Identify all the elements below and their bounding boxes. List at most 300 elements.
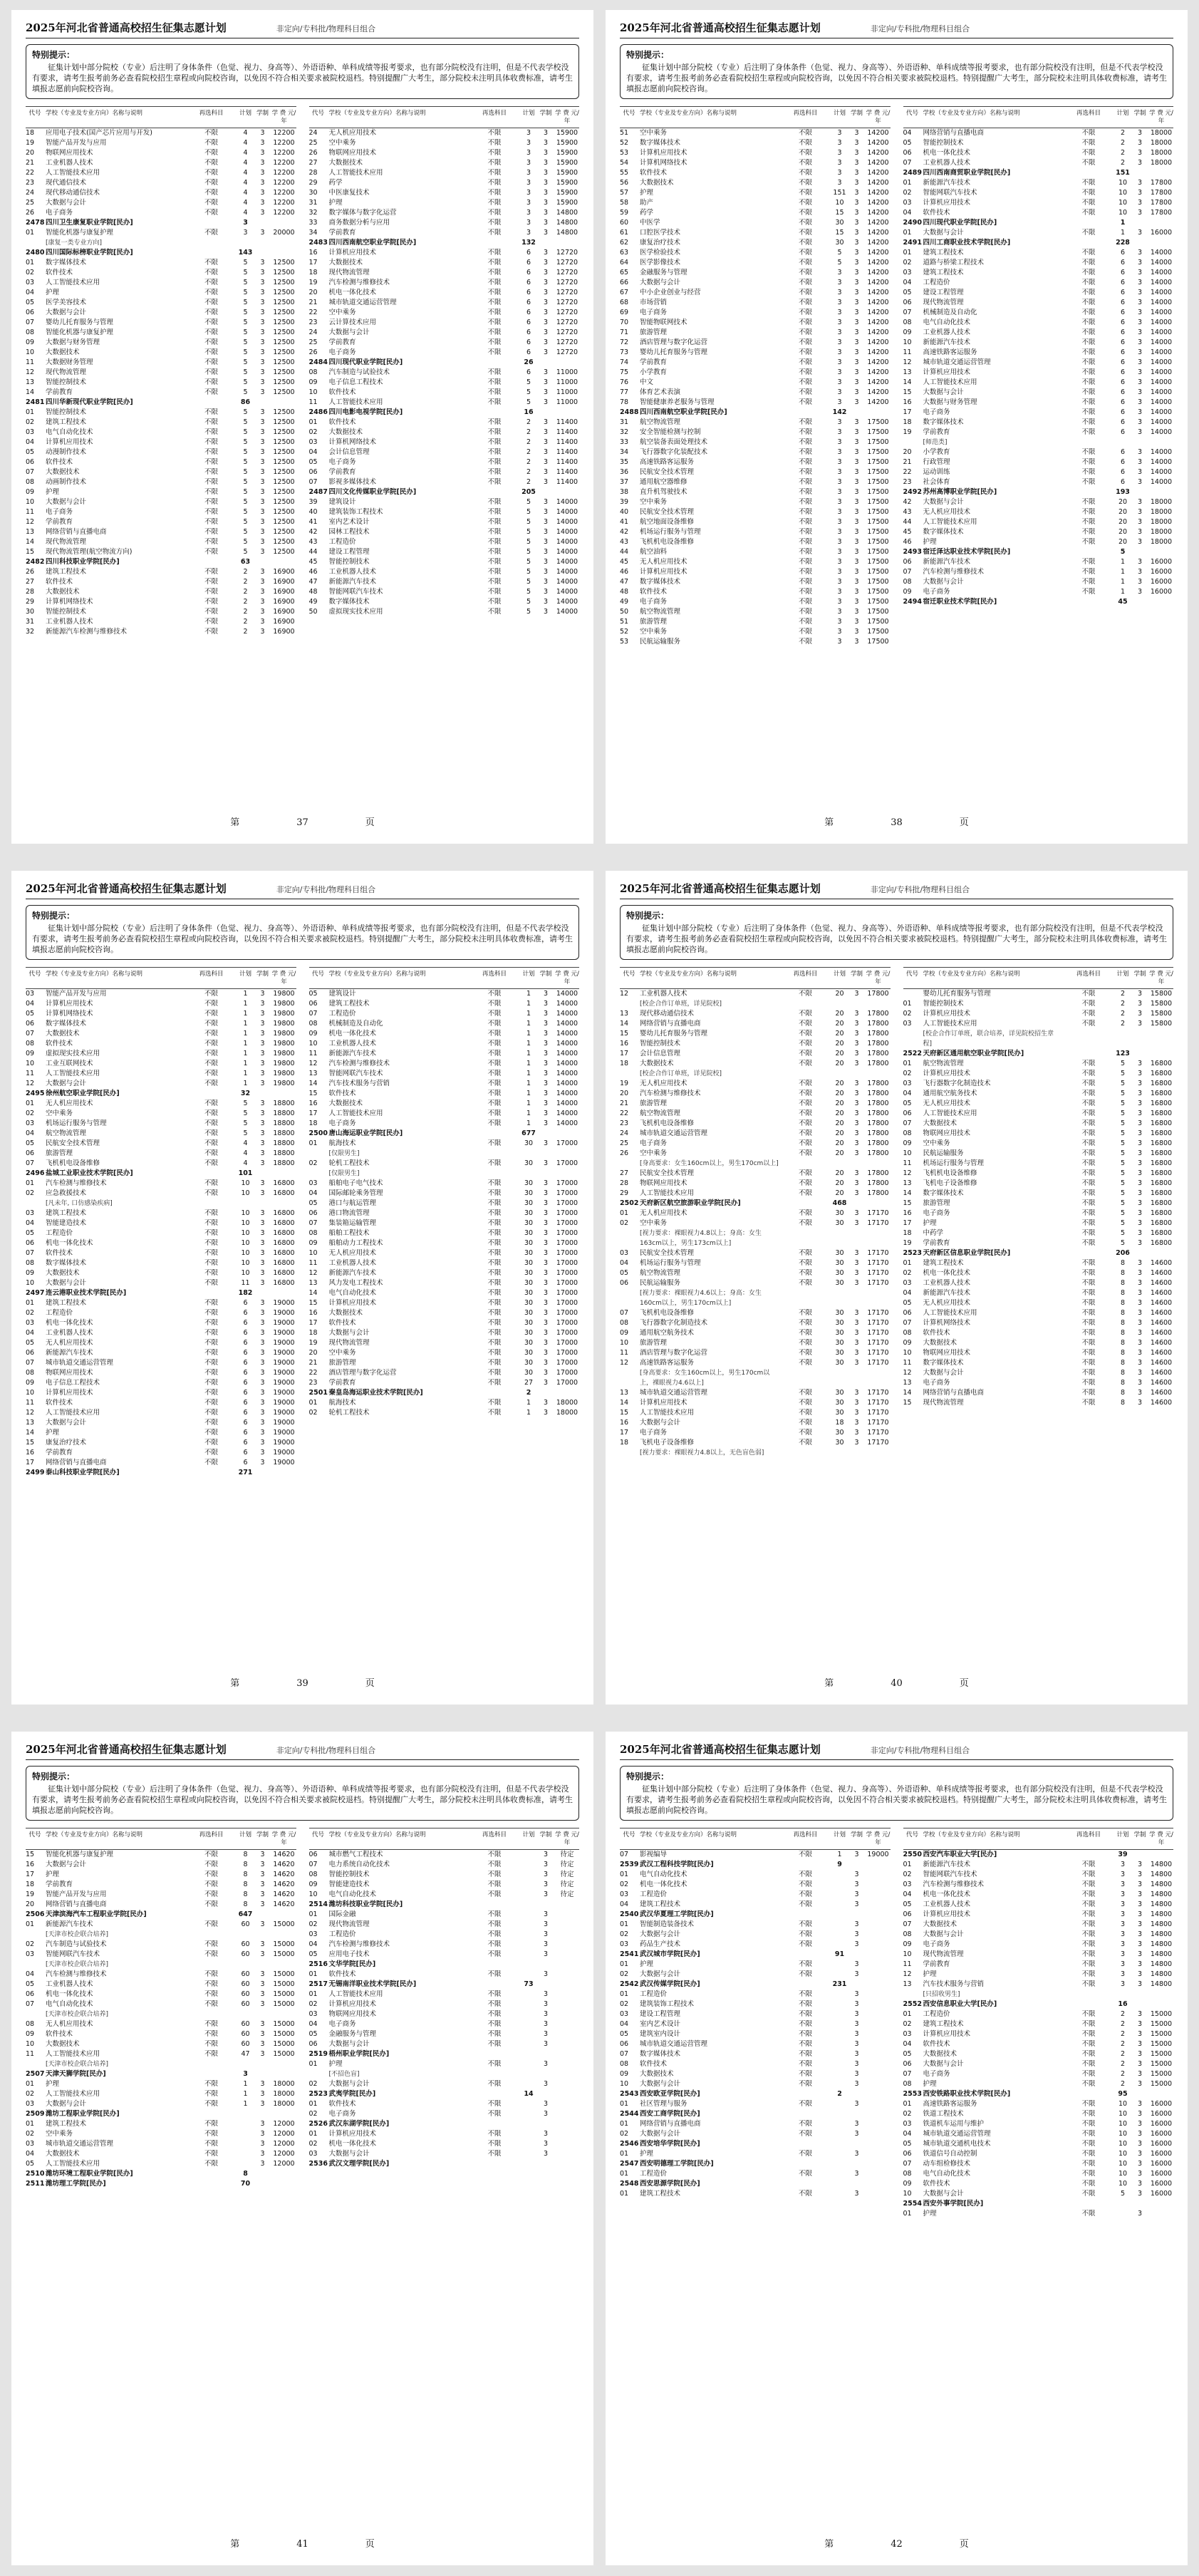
fee-cell: 19800 (273, 1070, 295, 1077)
code-cell: 24 (308, 129, 318, 137)
code-cell: 47 (308, 578, 318, 586)
subject-cell: 不限 (487, 448, 502, 456)
major-row (309, 398, 580, 408)
name-cell: 物联网应用技术 (923, 1129, 971, 1137)
major-row (26, 1248, 296, 1258)
years-cell: 3 (260, 129, 265, 137)
fee-cell: 14200 (867, 398, 889, 406)
plan-cell: 4 (243, 179, 248, 187)
name-cell: 大数据技术 (640, 1060, 674, 1067)
major-row (309, 1288, 580, 1298)
major-row (620, 497, 891, 507)
header-cell: 学校（专业及专业方向）名称与说明 (923, 1831, 1020, 1838)
major-row (26, 1458, 296, 1468)
code-cell: 03 (620, 2010, 629, 2018)
name-cell: 机场运行服务与管理 (923, 1159, 985, 1167)
code-cell: 44 (620, 548, 629, 556)
major-row (903, 2179, 1174, 2189)
years-cell: 3 (260, 2080, 265, 2088)
plan-cell: 5 (526, 558, 531, 566)
code-cell: 34 (620, 448, 629, 456)
plan-cell: 47 (241, 2050, 250, 2058)
years-cell: 3 (854, 159, 859, 167)
code-cell: 19 (26, 139, 35, 147)
school-row (309, 238, 580, 248)
major-row (26, 1099, 296, 1109)
plan-cell: 3 (837, 309, 842, 316)
name-cell: 电子商务 (328, 1119, 356, 1127)
name-cell: 空中乘务 (640, 498, 668, 506)
years-cell: 3 (543, 219, 549, 227)
name-cell: 人工智能技术应用 (923, 1020, 977, 1028)
years-cell: 3 (543, 1100, 549, 1107)
code-cell: 17 (26, 1871, 35, 1878)
subject-cell: 不限 (798, 558, 812, 566)
years-cell: 3 (543, 309, 549, 316)
fee-cell: 15000 (273, 1950, 295, 1958)
major-row (26, 1049, 296, 1059)
subject-cell: 不限 (487, 289, 502, 296)
major-row (26, 188, 296, 198)
subject-cell: 不限 (1081, 189, 1096, 197)
major-row (903, 1109, 1174, 1119)
fee-cell: 14000 (1150, 358, 1173, 366)
plan-cell: 5 (1120, 1139, 1126, 1147)
plan-cell: 6 (526, 299, 531, 306)
subject-cell: 不限 (204, 1219, 218, 1227)
fee-cell: 17500 (867, 628, 889, 636)
note-row (26, 2009, 296, 2019)
major-row (26, 2149, 296, 2159)
notice-box (620, 44, 1173, 99)
years-cell: 3 (1137, 1169, 1143, 1177)
fee-cell: 17000 (556, 1369, 578, 1377)
major-row (903, 1930, 1174, 1940)
years-cell: 3 (260, 1010, 265, 1018)
subject-cell: 不限 (204, 508, 218, 516)
code-cell: 19 (308, 1339, 318, 1347)
major-row (620, 1129, 891, 1139)
subject-cell: 不限 (487, 588, 502, 596)
notice-text: 征集计划中部分院校（专业）后注明了身体条件（色觉、视力、身高等）、外语语种、单科成绩等报考要求，也有部分院校没有注明，但是不代表学校没有要求，请考生报考前务必查看院校招生章程或向院校咨询，以免因不符合相关要求被院校退档。特别提醒广大考生，部分院校未注明具体收费标准，请考生填报志愿前向院校咨询。 (626, 924, 1167, 954)
years-cell: 3 (260, 2130, 265, 2138)
fee-cell: 待定 (560, 1861, 574, 1868)
years-cell: 3 (260, 498, 265, 506)
name-cell: 空中乘务 (640, 1149, 668, 1157)
years-cell: 3 (1137, 2140, 1143, 2148)
years-cell: 3 (543, 1119, 549, 1127)
fee-cell: 14000 (1150, 269, 1173, 276)
major-row (620, 1940, 891, 1950)
name-cell: 现代物流管理 (46, 368, 87, 376)
major-row (620, 278, 891, 288)
fee-cell: 18000 (1150, 149, 1173, 157)
major-row (309, 1880, 580, 1890)
fee-cell: 16800 (1150, 1119, 1173, 1127)
page-number: 38 (891, 817, 903, 828)
code-cell: 10 (903, 338, 912, 346)
years-cell: 3 (854, 1269, 859, 1277)
subject-cell: 不限 (1081, 1269, 1096, 1277)
years-cell: 3 (260, 279, 265, 286)
major-row (620, 2029, 891, 2039)
fee-cell: 17500 (867, 488, 889, 496)
fee-cell: 12200 (273, 179, 295, 187)
plan-cell: 2 (526, 478, 531, 486)
code-cell: 24 (308, 329, 318, 336)
subject-cell: 不限 (204, 299, 218, 306)
name-cell: 影视多媒体技术 (328, 478, 377, 486)
name-cell: 助产 (640, 199, 654, 207)
plan-cell: 1 (243, 2090, 248, 2098)
header-cell: 代号 (28, 1831, 41, 1838)
code-cell: 02 (620, 2130, 629, 2138)
plan-cell: 1 (837, 1851, 842, 1858)
code-cell: 23 (308, 1379, 318, 1387)
fee-cell: 17500 (867, 638, 889, 646)
years-cell: 3 (1137, 1369, 1143, 1377)
subject-cell: 不限 (1081, 458, 1096, 466)
school-row (309, 2119, 580, 2129)
subject-cell: 不限 (204, 990, 218, 998)
major-row (309, 228, 580, 238)
plan-cell: 30 (835, 1439, 844, 1447)
subject-cell: 不限 (204, 1129, 218, 1137)
fee-cell: 17170 (867, 1209, 889, 1217)
major-row (903, 2049, 1174, 2059)
plan-cell: 6 (1120, 358, 1126, 366)
name-cell: 建筑工程技术 (46, 1209, 87, 1217)
fee-cell: 16000 (1150, 2110, 1173, 2118)
note-row (309, 1169, 580, 1179)
plan-cell: 10 (241, 1249, 250, 1257)
years-cell: 3 (543, 1269, 549, 1277)
plan-cell: 4 (243, 169, 248, 177)
document-page (11, 10, 593, 844)
fee-cell: 15900 (556, 129, 578, 137)
page-header (620, 1742, 1173, 1760)
years-cell: 3 (1137, 1379, 1143, 1387)
code-cell: 09 (903, 1139, 912, 1147)
fee-cell: 17000 (556, 1309, 578, 1317)
header-cell: 学 费 元/年 (1149, 110, 1173, 125)
header-cell: 学 费 元/年 (271, 1831, 296, 1846)
major-row (903, 1059, 1174, 1069)
subject-cell: 不限 (1081, 289, 1096, 296)
name-cell: 口腔医学技术 (640, 229, 681, 237)
code-cell: 01 (26, 408, 35, 416)
subject-cell: 不限 (798, 468, 812, 476)
major-row (309, 1019, 580, 1029)
subject-cell: 不限 (1081, 408, 1096, 416)
name-cell: 市场营销 (640, 299, 668, 306)
major-row (309, 1910, 580, 1920)
major-row (26, 258, 296, 268)
code-cell: 69 (620, 309, 629, 316)
code-cell: 07 (26, 1159, 35, 1167)
name-cell: 连云港职业技术学院[民办] (46, 1289, 127, 1297)
fee-cell: 14800 (556, 229, 578, 237)
name-cell: 四川华新现代职业学院[民办] (46, 398, 133, 406)
plan-cell: 6 (243, 1339, 248, 1347)
header-cell: 学制 (256, 1831, 269, 1838)
code-cell: 2522 (903, 1050, 922, 1057)
fee-cell: 19000 (273, 1299, 295, 1307)
subject-cell: 不限 (798, 628, 812, 636)
fee-cell: 17170 (867, 1329, 889, 1337)
name-cell: 电气自动化技术 (640, 1871, 687, 1878)
header-cell: 学制 (850, 1831, 863, 1838)
years-cell: 3 (543, 1339, 549, 1347)
code-cell: 02 (903, 1010, 912, 1018)
years-cell: 3 (543, 1040, 549, 1048)
name-cell: 船舶工程技术 (328, 1229, 370, 1237)
major-row (903, 178, 1174, 188)
code-cell: 06 (26, 1990, 35, 1998)
code-cell: 12 (620, 990, 629, 998)
name-cell: 智能建造技术 (328, 1881, 370, 1888)
years-cell: 3 (1137, 1950, 1143, 1958)
name-cell: 电气自动化技术 (46, 428, 93, 436)
page-label: 第 (230, 817, 240, 828)
subject-cell: 不限 (204, 1189, 218, 1197)
fee-cell: 12500 (273, 309, 295, 316)
school-row (309, 1129, 580, 1139)
subject-cell: 不限 (204, 548, 218, 556)
name-cell: [天津市校企联合培养] (46, 2061, 109, 2068)
years-cell: 3 (854, 1080, 859, 1087)
plan-cell: 2 (1120, 129, 1126, 137)
code-cell: 2542 (620, 1980, 639, 1988)
years-cell: 3 (1137, 1871, 1143, 1878)
code-cell: 27 (26, 578, 35, 586)
subject-cell: 不限 (1081, 368, 1096, 376)
major-row (903, 2099, 1174, 2109)
header-cell: 计划 (833, 110, 846, 117)
name-cell: 大数据技术 (328, 428, 363, 436)
plan-cell: 3 (1120, 1940, 1126, 1948)
major-row (620, 1890, 891, 1900)
fee-cell: 19000 (273, 1459, 295, 1467)
school-row (903, 597, 1174, 607)
code-cell: 30 (26, 608, 35, 616)
plan-cell: 5 (1120, 1179, 1126, 1187)
major-row (903, 1079, 1174, 1089)
years-cell: 3 (1137, 2100, 1143, 2108)
subject-cell: 不限 (1081, 1960, 1096, 1968)
fee-cell: 14800 (1150, 1900, 1173, 1908)
plan-cell: 20 (1118, 538, 1128, 546)
name-cell: 大数据技术 (923, 1920, 957, 1928)
name-cell: 民航运输服务 (923, 1149, 964, 1157)
code-cell: 06 (26, 1349, 35, 1357)
years-cell: 3 (260, 1030, 265, 1038)
major-row (309, 328, 580, 338)
subject-cell: 不限 (798, 1169, 812, 1177)
years-cell: 3 (543, 1910, 549, 1918)
years-cell: 3 (543, 1000, 549, 1008)
note-row (620, 1159, 891, 1169)
plan-cell: 3 (1120, 1950, 1126, 1958)
subject-cell: 不限 (798, 1339, 812, 1347)
subject-cell: 不限 (798, 1050, 812, 1057)
code-cell: 01 (308, 2100, 318, 2108)
major-row (309, 288, 580, 298)
major-row (620, 1189, 891, 1199)
years-cell: 3 (1137, 2010, 1143, 2018)
major-row (620, 158, 891, 168)
code-cell: 14 (620, 1399, 629, 1407)
plan-cell: 30 (524, 1249, 534, 1257)
fee-cell: 18000 (1150, 538, 1173, 546)
school-row (26, 218, 296, 228)
header-cell: 再选科目 (793, 110, 818, 117)
fee-cell: 16800 (1150, 1159, 1173, 1167)
header-cell: 学制 (850, 110, 863, 117)
subject-cell: 不限 (204, 1070, 218, 1077)
name-cell: 建筑设计 (328, 498, 356, 506)
subject-cell: 不限 (487, 1930, 502, 1938)
subject-cell: 不限 (204, 1359, 218, 1367)
fee-cell: 11000 (556, 398, 578, 406)
subject-cell: 不限 (798, 1080, 812, 1087)
major-row (309, 298, 580, 308)
major-row (620, 1960, 891, 1970)
plan-cell: 3 (526, 199, 531, 207)
plan-cell: 3 (837, 508, 842, 516)
plan-cell: 5 (1120, 1149, 1126, 1157)
note-row (309, 2069, 580, 2079)
name-cell: 天府新区通用航空职业学院[民办] (923, 1050, 1024, 1057)
name-cell: 建设工程管理 (923, 289, 964, 296)
code-cell: 08 (26, 329, 35, 336)
name-cell: 婴幼儿托育服务与管理 (46, 319, 114, 326)
years-cell: 3 (260, 1249, 265, 1257)
name-cell: 航空物流管理 (640, 1109, 681, 1117)
subject-cell: 不限 (798, 2170, 812, 2178)
years-cell: 3 (543, 548, 549, 556)
code-cell: 07 (903, 568, 912, 576)
name-cell: 人工智能技术应用 (923, 1309, 977, 1317)
header-cell: 学 费 元/年 (271, 110, 296, 125)
code-cell: 26 (620, 1149, 629, 1157)
major-row (26, 2089, 296, 2099)
major-row (620, 358, 891, 368)
years-cell: 3 (1137, 378, 1143, 386)
note-row (309, 1149, 580, 1159)
subject-cell: 不限 (798, 289, 812, 296)
plan-cell: 6 (243, 1459, 248, 1467)
fee-cell: 14800 (1150, 1980, 1173, 1988)
years-cell: 3 (1137, 368, 1143, 376)
code-cell: 17 (903, 1219, 912, 1227)
major-row (620, 507, 891, 517)
name-cell: 天津天狮学院[民办] (46, 2070, 106, 2078)
page-footer (11, 2536, 593, 2550)
subject-cell: 不限 (798, 1040, 812, 1048)
fee-cell: 17800 (867, 1040, 889, 1048)
name-cell: 智能网联汽车技术 (328, 588, 383, 596)
subject-cell: 不限 (204, 199, 218, 207)
code-cell: 06 (903, 1309, 912, 1317)
major-row (309, 577, 580, 587)
years-cell: 3 (543, 398, 549, 406)
plan-cell: 20 (835, 1050, 844, 1057)
notice-text: 征集计划中部分院校（专业）后注明了身体条件（色觉、视力、身高等）、外语语种、单科成绩等报考要求，也有部分院校没有注明，但是不代表学校没有要求，请考生报考前务必查看院校招生章程或向院校咨询，以免因不符合相关要求被院校退档。特别提醒广大考生，部分院校未注明具体收费标准，请考生填报志愿前向院校咨询。 (626, 1784, 1167, 1815)
name-cell: 汽车检测与维修技术 (328, 1060, 390, 1067)
plan-cell: 30 (835, 1349, 844, 1357)
subject-cell: 不限 (204, 1259, 218, 1267)
plan-cell: 2 (526, 418, 531, 426)
name-cell: 四川国际标榜职业学院[民办] (46, 249, 133, 257)
years-cell: 3 (260, 608, 265, 616)
name-cell: 空中乘务 (640, 1219, 668, 1227)
subject-cell: 不限 (798, 598, 812, 606)
years-cell: 3 (543, 478, 549, 486)
name-cell: 机械制造及自动化 (923, 309, 977, 316)
subject-cell: 不限 (1081, 1070, 1096, 1077)
name-cell: 西安外事学院[民办] (923, 2200, 984, 2208)
major-row (26, 1029, 296, 1039)
school-row (26, 2069, 296, 2079)
fee-cell: 12720 (556, 348, 578, 356)
code-cell: 14 (26, 538, 35, 546)
name-cell: 计算机应用技术 (46, 1389, 93, 1397)
major-row (26, 1860, 296, 1870)
fee-cell: 16800 (273, 1279, 295, 1287)
subject-cell: 不限 (1081, 1090, 1096, 1097)
major-row (620, 288, 891, 298)
subject-cell: 不限 (1081, 1169, 1096, 1177)
plan-cell: 3 (1120, 1960, 1126, 1968)
code-cell: 02 (308, 2110, 318, 2118)
name-cell: 电气自动化技术 (923, 319, 971, 326)
subject-cell: 不限 (204, 289, 218, 296)
subject-cell: 不限 (798, 199, 812, 207)
name-cell: 飞机机电设备维修 (640, 1119, 695, 1127)
subject-cell: 不限 (1081, 1239, 1096, 1247)
name-cell: 智能产品开发与应用 (46, 990, 107, 998)
code-cell: 43 (903, 508, 912, 516)
fee-cell: 11400 (556, 458, 578, 466)
page-footer (606, 1675, 1188, 1689)
page-number: 42 (891, 2539, 903, 2550)
plan-cell: 10 (1118, 2160, 1128, 2168)
plan-cell: 6 (1120, 428, 1126, 436)
name-cell: 大数据与会计 (923, 229, 964, 237)
code-cell: 2523 (308, 2090, 328, 2098)
subject-cell: 不限 (798, 149, 812, 157)
fee-cell: 14000 (556, 588, 578, 596)
name-cell: 大数据与会计 (46, 309, 87, 316)
major-row (620, 1099, 891, 1109)
subject-cell: 不限 (1081, 1881, 1096, 1888)
name-cell: 数字媒体技术 (923, 1359, 964, 1367)
code-cell: 02 (26, 418, 35, 426)
major-row (903, 1169, 1174, 1179)
subject-cell: 不限 (204, 1369, 218, 1377)
fee-cell: 17800 (867, 1149, 889, 1157)
fee-cell: 14200 (867, 299, 889, 306)
major-row (620, 448, 891, 457)
subject-cell: 不限 (204, 1871, 218, 1878)
notice-title: 特别提示： (626, 1771, 670, 1781)
subject-cell: 不限 (1081, 1950, 1096, 1958)
plan-cell: 5 (1120, 1060, 1126, 1067)
subject-cell: 不限 (204, 1080, 218, 1087)
fee-cell: 17500 (867, 418, 889, 426)
name-cell: 物联网应用技术 (640, 1179, 687, 1187)
